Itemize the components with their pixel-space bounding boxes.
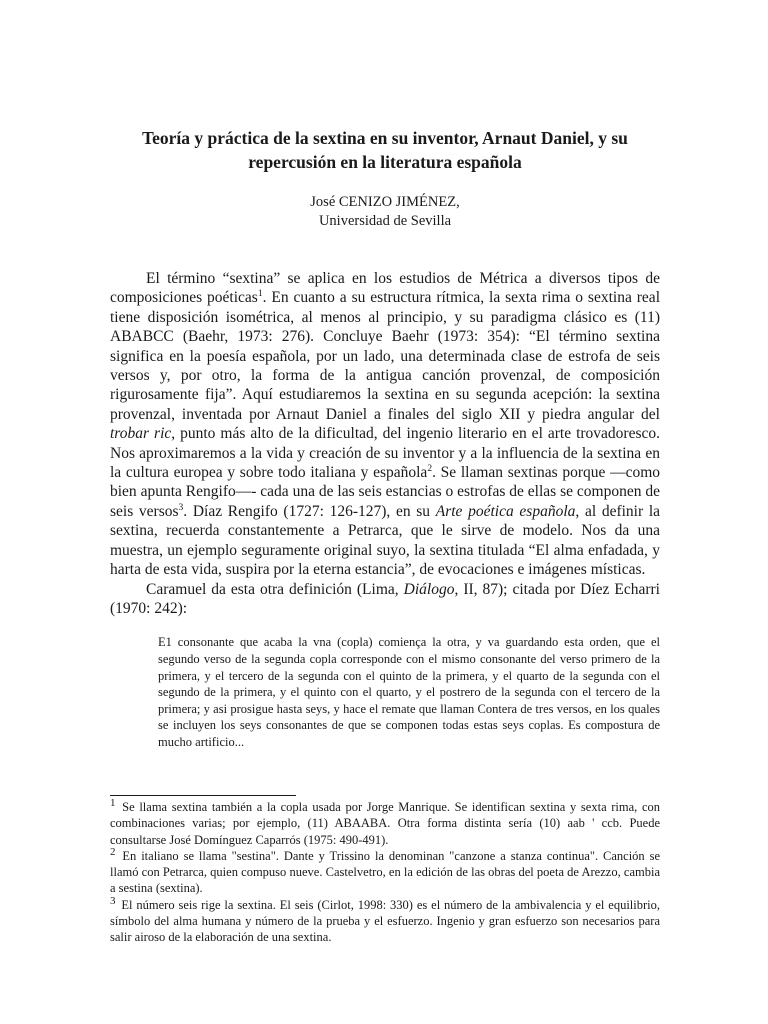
author-name: José CENIZO JIMÉNEZ, (310, 194, 460, 210)
body-text (110, 269, 660, 618)
footnote-ref-3: 3 (178, 502, 184, 513)
footnote-3-mark: 3 (110, 894, 116, 907)
paragraph-1-text-f: , al definir la sextina, recuerda constantemente a Petrarca, que le sirve de modelo. Nos da una muestra, un ejemplo seguramente original suyo, la sextina titulada “El alma enfadada, y harta de esta vida, suspira por la eterna estancia”, de evocaciones e imágenes místicas. (110, 502, 661, 579)
paragraph-1-text-b: . En cuanto a su estructura rítmica, la sexta rima o sextina real tiene disposición isométrica, al menos al principio, y su paradigma clásico es (11) ABABCC (Baehr, 1973: 276). Concluye Baehr (1973: 354): “El término sextina significa en la poesía española, por un lado, una determinada clase de estrofa de seis versos y, por otro, la forma de la antigua canción provenzal, de composición rigurosamente fija”. Aquí estudiaremos la sextina en su segunda acepción: la sextina provenzal, inventada por Arnaut Daniel a finales del siglo XII y piedra angular del (110, 289, 660, 423)
paragraph-1-text-c: , punto más alto de la dificultad, del ingenio literario en el arte trovadoresco. Nos aproximaremos a la vida y creación de su inventor y a la influencia de la sextina en la cultura europea y sobre todo italiana y española (110, 425, 660, 482)
footnote-2-text: En italiano se llama "sestina". Dante y Trissino la denominan "canzone a stanza continua". Canción se llamó con Petrarca, quien compuso nueve. Castelvetro, en la edición de las obras del poeta de Arezzo, cambia a sestina (sextina). (110, 848, 660, 896)
footnote-divider (110, 795, 296, 796)
footnote-2-mark: 2 (110, 845, 116, 858)
paragraph-1 (110, 269, 660, 580)
footnote-3 (110, 894, 661, 946)
paper-title-line-1: Teoría y práctica de la sextina en su inventor, Arnaut Daniel, y su (142, 128, 628, 148)
footnote-ref-2: 2 (427, 464, 433, 475)
author-affiliation: Universidad de Sevilla (318, 213, 452, 229)
paragraph-2 (110, 580, 660, 619)
footnote-ref-1: 1 (257, 289, 263, 300)
paragraph-1-text-e: . Díaz Rengifo (1727: 126-127), en su (183, 502, 436, 520)
block-quote: E1 consonante que acaba la vna (copla) comiença la otra, y va guardando esta orden, que el segundo verso de la segunda copla corresponde con el mismo consonante del verso primero de la primera, y el tercero de la segunda con el quinto de la primera, y el quarto de la segunda con el segundo de la primera, y el quinto con el quarto, y el postrero de la segunda con el tercero de la primera; y asi prosigue hasta seys, y hace el remate que llaman Contera de tres versos, en los quales se incluyen los seys consonantes de que se componen todas estas seys coplas. Es compostura de mucho artificio... (158, 635, 660, 749)
footnote-1 (110, 799, 660, 848)
paragraph-1-text-a: El término “sextina” se aplica en los estudios de Métrica a diversos tipos de composiciones poéticas (110, 270, 660, 307)
footnote-3-text: El número seis rige la sextina. El seis (Cirlot, 1998: 330) es el número de la ambivalencia y el equilibrio, símbolo del alma humana y número de la prueba y el esfuerzo. Ingenio y gran esfuerzo son necesarios para salir airoso de la elaboración de una sextina. (110, 897, 661, 945)
paper-title (110, 126, 660, 174)
footnote-2 (110, 845, 660, 897)
paragraph-1-text-d: . Se llaman sextinas porque —como bien apunta Rengifo—- cada una de las seis estancias o estrofas de ellas se componen de seis versos (110, 464, 661, 520)
footnote-1-mark: 1 (110, 797, 116, 809)
paragraph-1-italic-arte-poetica: Arte poética española (435, 502, 576, 520)
paragraph-2-italic-dialogo: Diálogo (403, 580, 455, 598)
document-page (110, 126, 660, 750)
footnote-1-text: Se llama sextina también a la copla usada por Jorge Manrique. Se identifican sextina y sexta rima, con combinaciones varias; por ejemplo, (11) ABAABA. Otra forma distinta sería (10) aab ' ccb. Puede consultarse José Domínguez Caparrós (1975: 490-491). (110, 800, 661, 847)
paragraph-1-italic-trobar-ric: trobar ric (110, 425, 172, 443)
author-block (110, 193, 660, 231)
paper-title-line-2: repercusión en la literatura española (248, 152, 522, 172)
paragraph-2-text-b: , II, 87); citada por Díez Echarri (1970: 242): (110, 580, 660, 617)
footnotes (110, 799, 660, 946)
paragraph-2-text-a: Caramuel da esta otra definición (Lima, (146, 580, 404, 598)
